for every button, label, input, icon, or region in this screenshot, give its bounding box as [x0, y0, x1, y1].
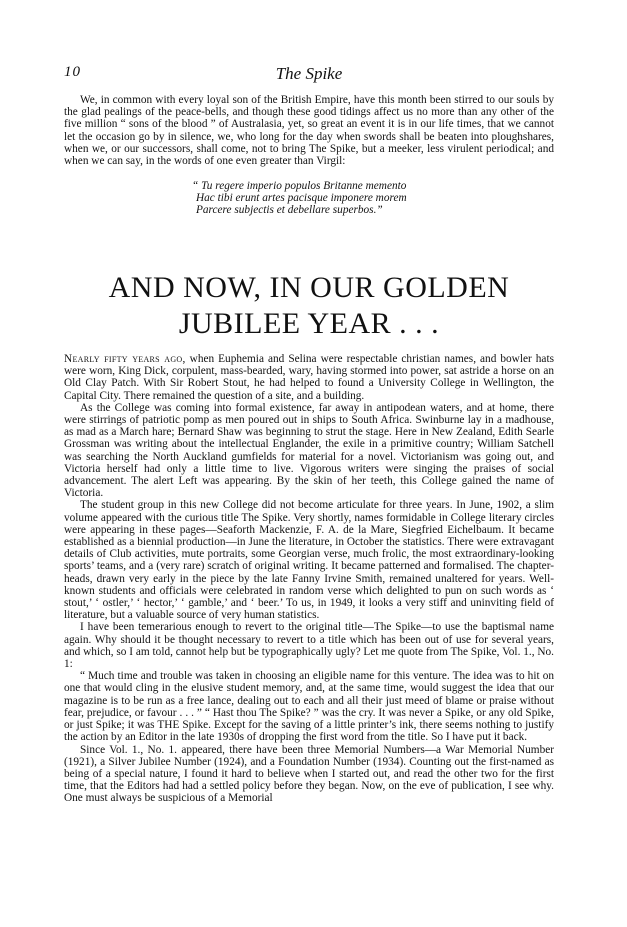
intro-paragraph: We, in common with every loyal son of the British Empire, have this month been stirred to our souls by the glad pealings of the peace-bells, and though these good tidings affect us no more than any other of the five million “ sons of the blood ” of Australasia, yet, so great an event it is in our life times, that we cannot let the occasion go by in silence, we, who long for the day when swords shall be beaten into ploughshares, when we, or our successors, shall come, not to bring The Spike, but a meeker, less virulent periodical; and when we can say, in the words of one even greater than Virgil:: [64, 94, 554, 168]
latin-verse: [192, 180, 407, 217]
body-paragraph: I have been temerarious enough to revert to the original title—The Spike—to use the baptismal name again. Why should it be thought necessary to revert to a title which has been out of use for several years, and which, so I am told, cannot help but be typographically ugly? Let me quote from The Spike, Vol. 1., No. 1:: [64, 621, 554, 671]
lead-in-text: Nearly fifty years ago,: [64, 353, 186, 365]
intro-section: [64, 94, 554, 167]
page-number: 10: [64, 64, 81, 80]
body-paragraph: Since Vol. 1., No. 1. appeared, there have been three Memorial Numbers—a War Memorial Number (1921), a Silver Jubilee Number (1924), and a Foundation Number (1934). Counting out the first-named as being of a special nature, I found it hard to believe when I started out, and read the other two for the first time, that the Editors had had a settled policy before they began. Now, on the eve of publication, I see why. One must always be suspicious of a Memorial: [64, 743, 554, 805]
body-paragraph-text: when Euphemia and Selina were respectable christian names, and bowler hats were worn, King Dick, corpulent, mass-bearded, wary, having stormed into power, sat astride a horse on an Old Clay Patch. With Sir Robert Stout, he had helped to found a University College in Wellington, the Capital City. There remained the question of a site, and a building.: [64, 353, 554, 402]
verse-line: “ Tu regere imperio populos Britanne memento: [192, 180, 407, 192]
article-body: [64, 353, 554, 805]
verse-line: Hac tibi erunt artes pacisque imponere morem: [196, 192, 407, 205]
headline-line: AND NOW, IN OUR GOLDEN: [108, 271, 510, 304]
body-paragraph: [64, 353, 554, 402]
article-headline: [64, 270, 554, 342]
running-title: The Spike: [275, 64, 343, 83]
page-header: [64, 64, 554, 86]
body-paragraph: “ Much time and trouble was taken in choosing an eligible name for this venture. The idea was to hit on one that would cling in the elusive student memory, and, at the same time, would suggest the idea that our magazine is to be run as a free lance, dealing out to each and all their just meed of blame or praise without fear, prejudice, or favour . . . ” “ Hast thou The Spike? ” was the cry. It was never a Spike, or any old Spike, or just Spike; it was THE Spike. Except for the saving of a little printer’s ink, there seems nothing to justify the action by an Editor in the late 1930s of dropping the first word from the title. So I have put it back.: [64, 670, 554, 744]
body-paragraph: The student group in this new College did not become articulate for three years. In June, 1902, a slim volume appeared with the curious title The Spike. Very shortly, names formidable in College literary circles were appearing in these pages—Seaforth Mackenzie, F. A. de la Mare, Siegfried Eichelbaum. It became established as a biennial production—in June the literature, in October the statistics. There were extravagant details of Club activities, mute portraits, some Georgian verse, much frolic, the most extraordinary-looking sports’ teams, and a (very rare) scratch of original writing. It became patterned and formalised. The chapter-heads, drawn very early in the piece by the late Fanny Irvine Smith, remained unaltered for years. Well-known students and officials were celebrated in random verse which delighted to pun on such words as ‘ stout,’ ‘ ostler,’ ‘ hector,’ ‘ gamble,’ and ‘ beer.’ To us, in 1949, it looks a very stiff and uninviting field of literature, but a valuable source of very human statistics.: [64, 499, 554, 622]
verse-line: Parcere subjectis et debellare superbos.”: [196, 204, 383, 217]
body-paragraph: As the College was coming into formal existence, far away in antipodean waters, and at home, there were stirrings of patriotic pomp as men poured out in ships to South Africa. Swinburne lay in a madhouse, as mad as a March hare; Bernard Shaw was beginning to strut the stage. Here in New Zealand, Edith Searle Grossman was writing about the intellectual Englander, the exile in a primitive country; William Satchell was searching the North Auckland gumfields for material for a novel. Victorianism was going out, and Victoria herself had only a little time to live. Vigorous writers were singing the praises of social advancement. The alert Left was appearing. By the skin of her teeth, this College gained the name of Victoria.: [64, 401, 554, 500]
headline-line: JUBILEE YEAR . . .: [178, 307, 440, 340]
